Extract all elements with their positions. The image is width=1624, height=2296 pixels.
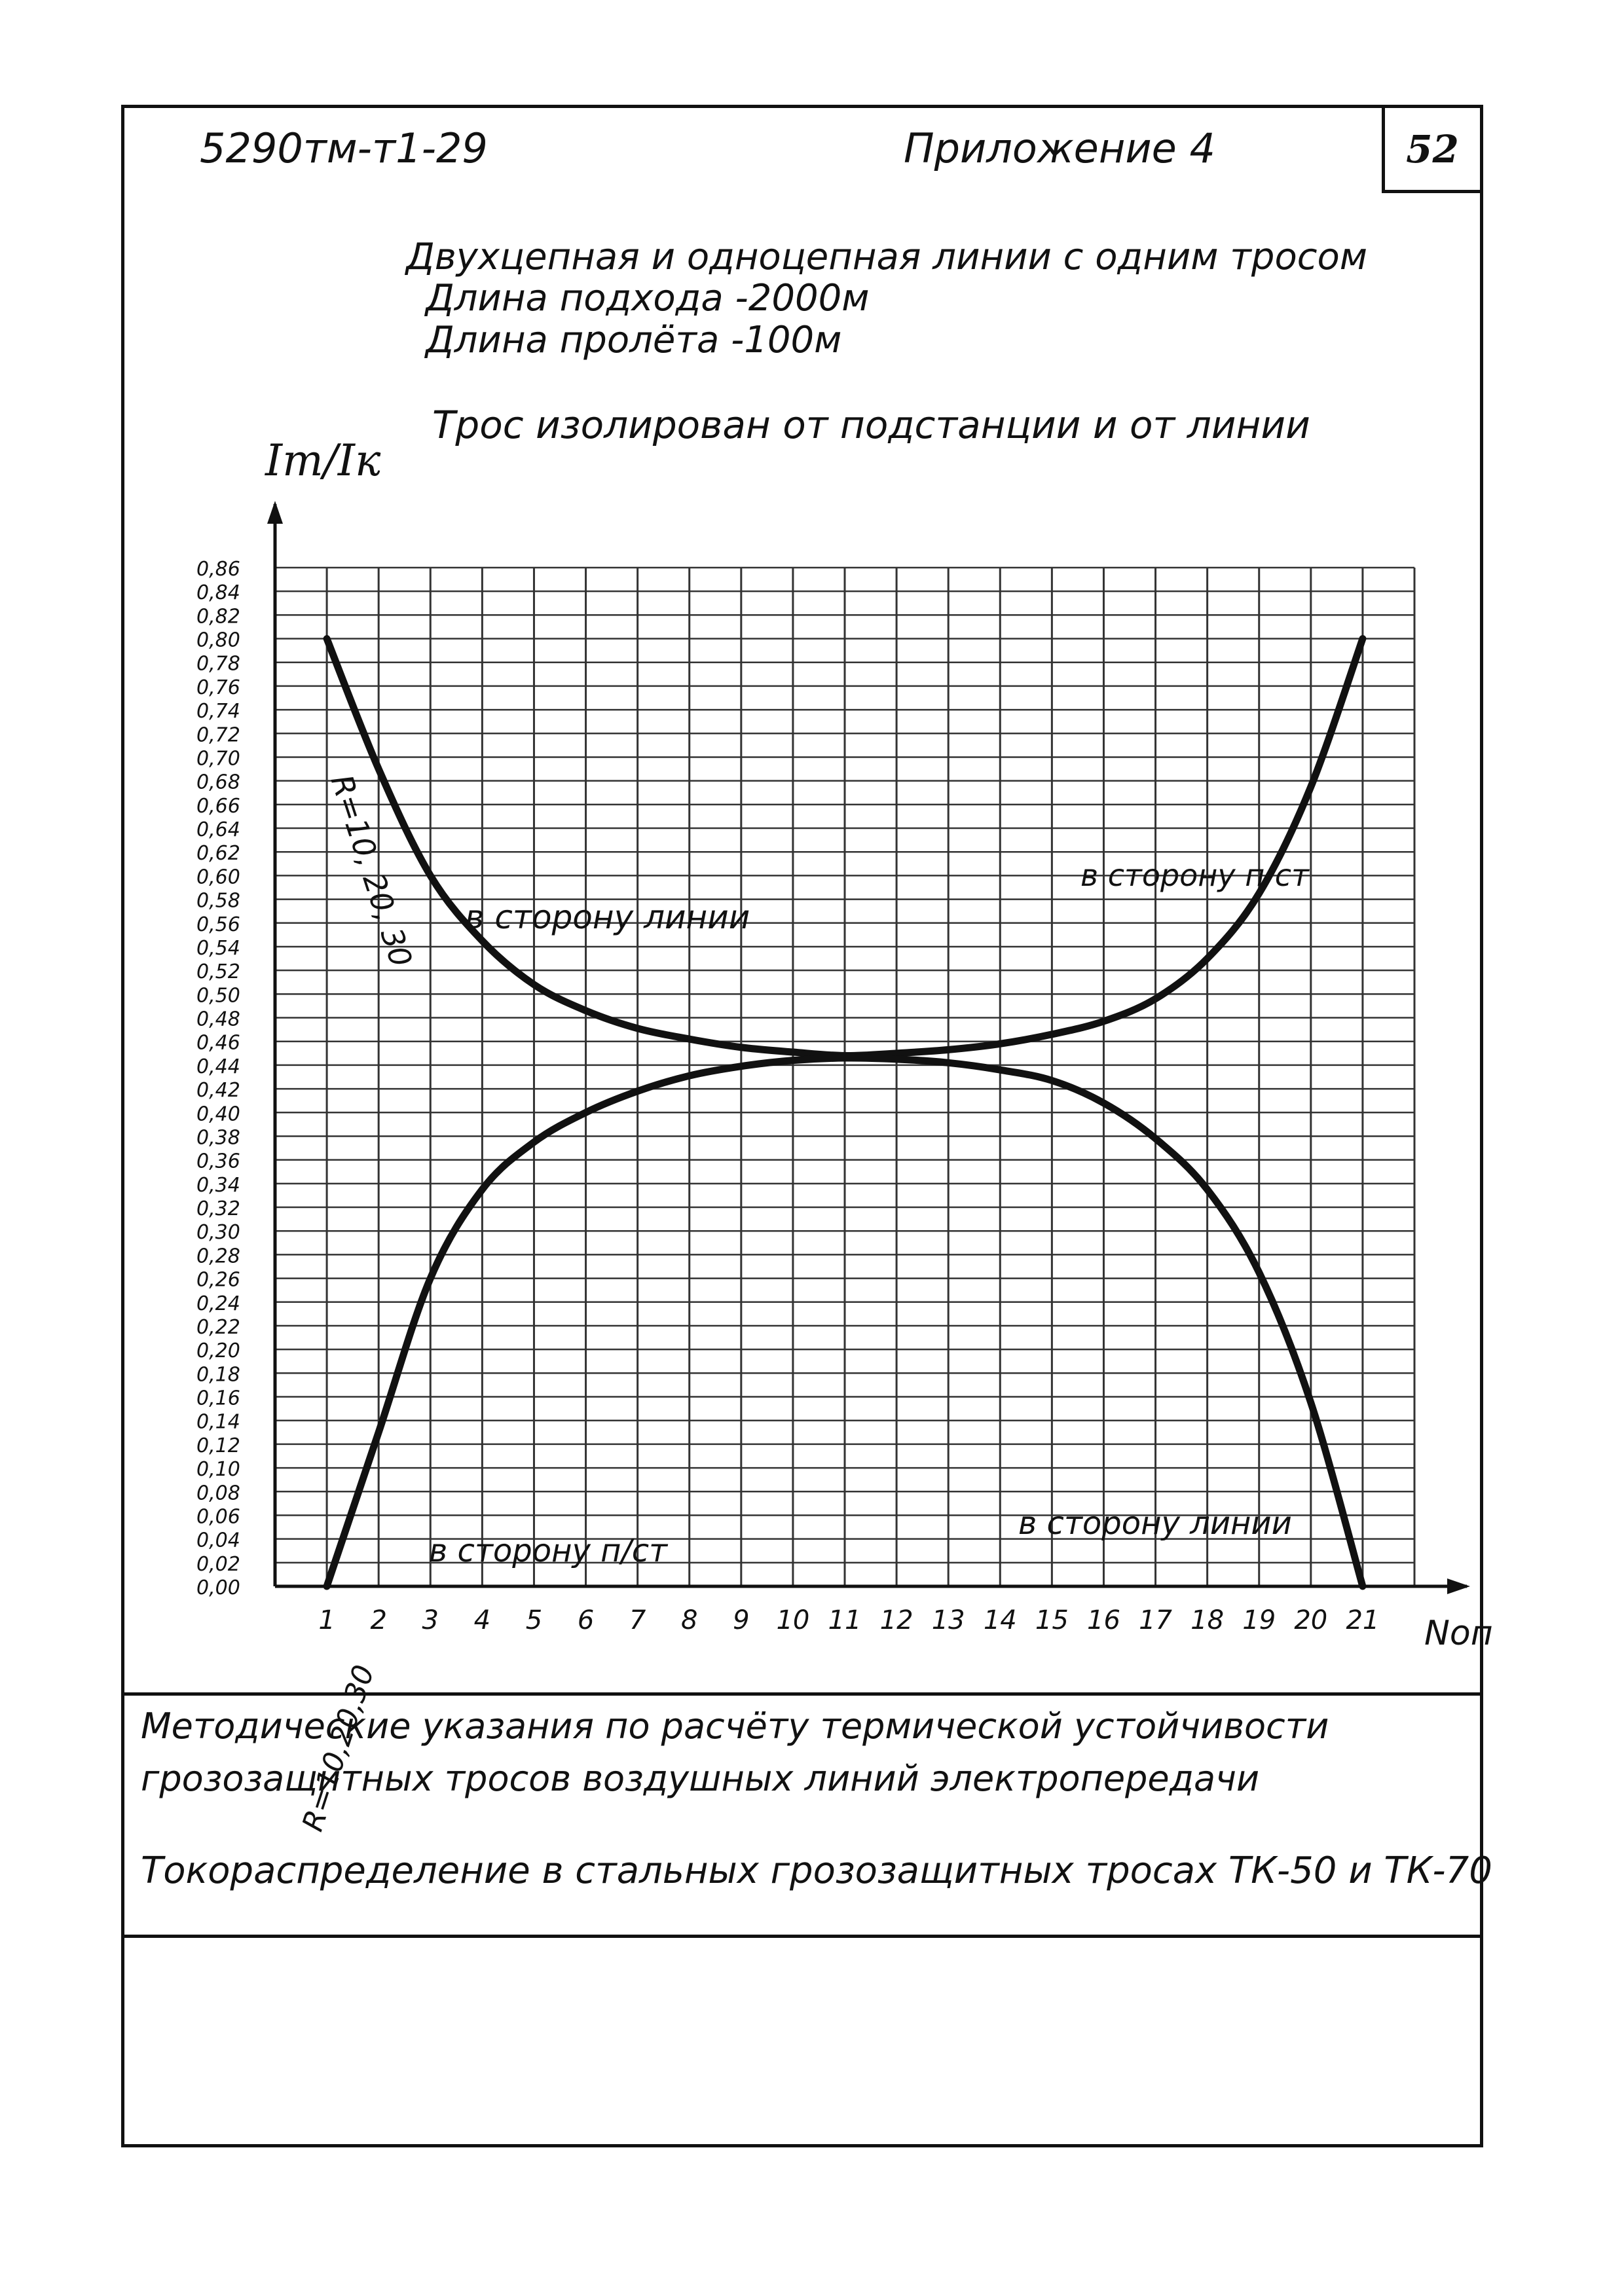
y-tick-label: 0,54 bbox=[196, 936, 240, 960]
y-tick-label: 0,18 bbox=[196, 1363, 240, 1387]
y-tick-label: 0,26 bbox=[196, 1268, 240, 1292]
y-axis-label: Iт/Iк bbox=[265, 435, 381, 486]
curve-label-right-upper: в сторону п/ст bbox=[1080, 858, 1309, 893]
y-tick-label: 0,56 bbox=[196, 913, 240, 936]
x-tick-label: 16 bbox=[1087, 1605, 1120, 1635]
title-line-4: Трос изолирован от подстанции и от линии bbox=[432, 403, 1310, 447]
x-tick-label: 4 bbox=[473, 1605, 491, 1635]
x-tick-label: 20 bbox=[1294, 1605, 1328, 1635]
x-tick-label: 5 bbox=[525, 1605, 543, 1635]
title-line-2: Длина подхода -2000м bbox=[426, 277, 870, 319]
x-tick-label: 19 bbox=[1242, 1605, 1276, 1635]
x-tick-label: 12 bbox=[879, 1605, 913, 1635]
footer-line-1: Методические указания по расчёту термической устойчивости bbox=[141, 1705, 1329, 1747]
y-tick-label: 0,80 bbox=[196, 629, 240, 652]
y-tick-label: 0,16 bbox=[196, 1387, 240, 1410]
x-axis-label: Nоп bbox=[1424, 1614, 1493, 1653]
x-tick-label: 17 bbox=[1139, 1605, 1172, 1635]
x-tick-label: 7 bbox=[629, 1605, 646, 1635]
y-tick-label: 0,20 bbox=[196, 1339, 240, 1363]
y-tick-label: 0,52 bbox=[196, 960, 240, 984]
x-tick-label: 2 bbox=[370, 1605, 387, 1635]
y-tick-label: 0,82 bbox=[196, 605, 240, 629]
x-tick-label: 8 bbox=[681, 1605, 698, 1635]
x-tick-label: 1 bbox=[318, 1605, 335, 1635]
y-tick-label: 0,46 bbox=[196, 1031, 240, 1055]
x-tick-label: 10 bbox=[776, 1605, 810, 1635]
doc-code: 5290тм-т1-29 bbox=[200, 124, 488, 172]
x-tick-label: 21 bbox=[1346, 1605, 1380, 1635]
y-tick-label: 0,42 bbox=[196, 1079, 240, 1102]
y-tick-label: 0,86 bbox=[196, 558, 240, 581]
x-axis-arrow bbox=[1447, 1578, 1470, 1594]
y-tick-label: 0,14 bbox=[196, 1410, 240, 1434]
x-tick-label: 6 bbox=[577, 1605, 595, 1635]
y-tick-label: 0,68 bbox=[196, 771, 240, 794]
curve-label-r-lower: R=10,20,30 bbox=[295, 1661, 381, 1836]
y-tick-label: 0,34 bbox=[196, 1173, 240, 1197]
y-tick-label: 0,70 bbox=[196, 747, 240, 771]
y-tick-label: 0,62 bbox=[196, 842, 240, 866]
y-tick-label: 0,00 bbox=[196, 1576, 240, 1599]
x-tick-label: 11 bbox=[828, 1605, 862, 1635]
y-tick-label: 0,44 bbox=[196, 1055, 240, 1078]
y-tick-label: 0,10 bbox=[196, 1458, 240, 1482]
y-tick-label: 0,36 bbox=[196, 1150, 240, 1173]
y-tick-label: 0,32 bbox=[196, 1197, 240, 1221]
y-tick-label: 0,66 bbox=[196, 794, 240, 818]
y-tick-label: 0,64 bbox=[196, 818, 240, 842]
y-tick-label: 0,74 bbox=[196, 700, 240, 723]
y-tick-label: 0,60 bbox=[196, 866, 240, 889]
y-tick-label: 0,84 bbox=[196, 581, 240, 605]
y-tick-label: 0,38 bbox=[196, 1126, 240, 1150]
y-tick-label: 0,06 bbox=[196, 1505, 240, 1529]
y-tick-label: 0,24 bbox=[196, 1292, 240, 1315]
curve-label-left-lower: в сторону п/ст bbox=[429, 1533, 668, 1569]
y-tick-label: 0,50 bbox=[196, 984, 240, 1008]
y-tick-label: 0,40 bbox=[196, 1102, 240, 1126]
y-tick-label: 0,04 bbox=[196, 1529, 240, 1552]
y-tick-label: 0,12 bbox=[196, 1434, 240, 1457]
y-tick-label: 0,08 bbox=[196, 1482, 240, 1505]
x-tick-label: 3 bbox=[422, 1605, 439, 1635]
y-tick-label: 0,48 bbox=[196, 1008, 240, 1031]
y-tick-label: 0,28 bbox=[196, 1245, 240, 1268]
y-tick-label: 0,76 bbox=[196, 676, 240, 699]
footer-line-2: грозозащитных тросов воздушных линий электропередачи bbox=[141, 1758, 1260, 1799]
title-line-1: Двухцепная и одноцепная линии с одним тросом bbox=[406, 236, 1368, 278]
y-tick-label: 0,30 bbox=[196, 1221, 240, 1245]
appendix-label: Приложение 4 bbox=[904, 124, 1215, 172]
title-line-3: Длина пролёта -100м bbox=[426, 319, 842, 361]
y-axis-arrow bbox=[267, 501, 283, 524]
y-tick-label: 0,78 bbox=[196, 652, 240, 676]
y-tick-label: 0,22 bbox=[196, 1315, 240, 1339]
x-tick-label: 13 bbox=[931, 1605, 965, 1635]
x-tick-label: 15 bbox=[1035, 1605, 1069, 1635]
footer-line-3: Токораспределение в стальных грозозащитных тросах ТК-50 и ТК-70 bbox=[141, 1850, 1492, 1892]
y-tick-label: 0,02 bbox=[196, 1552, 240, 1576]
x-tick-label: 18 bbox=[1190, 1605, 1225, 1635]
y-tick-label: 0,72 bbox=[196, 723, 240, 747]
y-tick-label: 0,58 bbox=[196, 889, 240, 913]
page-number: 52 bbox=[1382, 108, 1480, 193]
curve-label-right-lower: в сторону линии bbox=[1018, 1505, 1292, 1542]
curve-label-r-upper: R=10, 20, 30 bbox=[323, 770, 420, 972]
x-tick-label: 14 bbox=[983, 1605, 1017, 1635]
curve-label-left-upper: в сторону линии bbox=[465, 898, 750, 936]
x-tick-label: 9 bbox=[733, 1605, 750, 1635]
